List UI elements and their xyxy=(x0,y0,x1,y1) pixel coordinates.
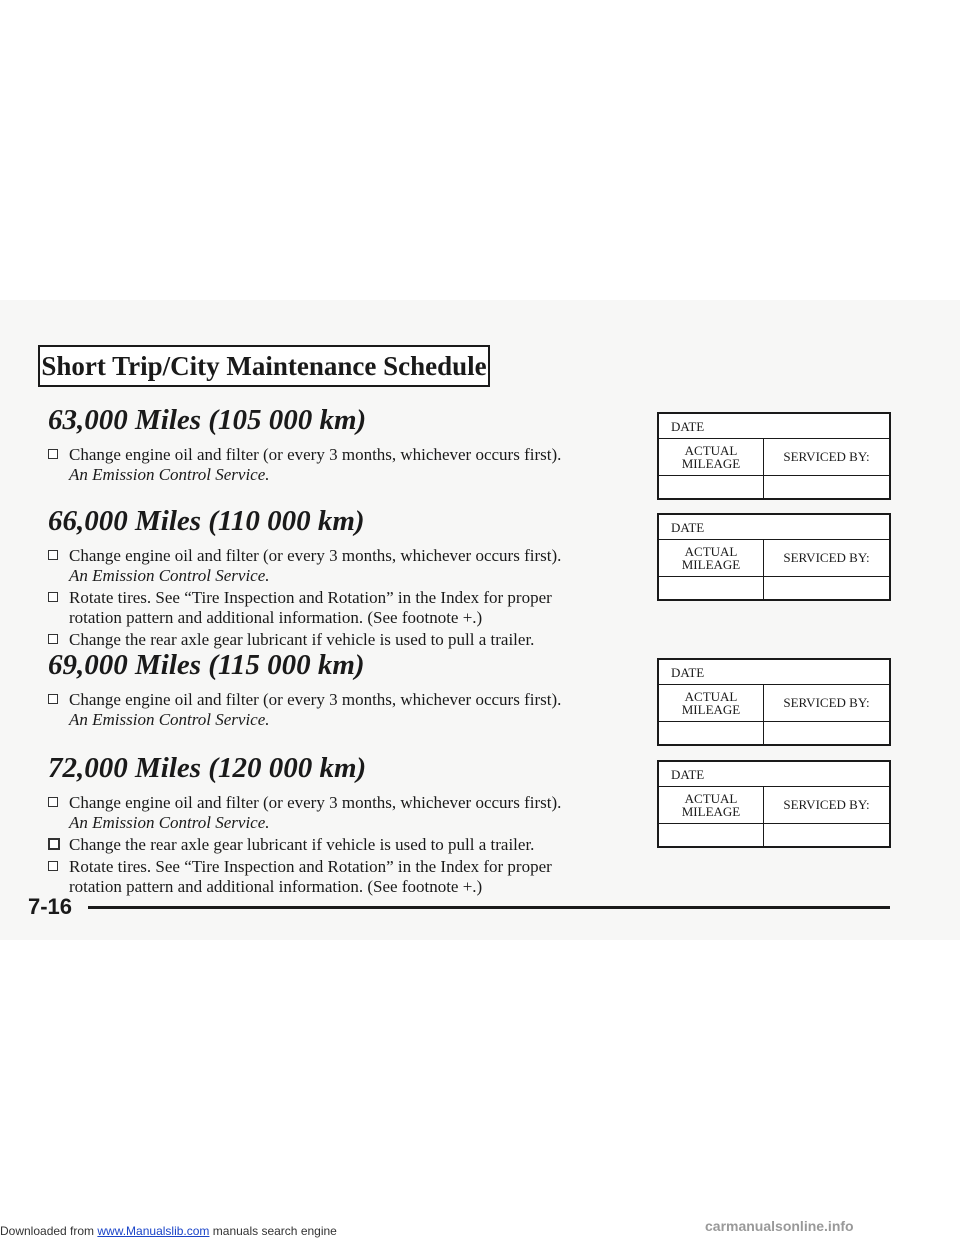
serviced-by-field[interactable] xyxy=(764,722,889,744)
schedule-item: Change the rear axle gear lubricant if vehicle is used to pull a trailer. xyxy=(48,630,608,650)
serviced-by-label: SERVICED BY: xyxy=(783,695,870,710)
checkbox-icon[interactable] xyxy=(48,694,58,704)
service-record-box-72000 xyxy=(657,760,891,848)
checkbox-icon[interactable] xyxy=(48,797,58,807)
actual-mileage-field[interactable] xyxy=(659,577,764,599)
checkbox-icon[interactable] xyxy=(48,449,58,459)
actual-mileage-field[interactable] xyxy=(659,476,764,498)
actual-mileage-label: ACTUAL MILEAGE xyxy=(659,540,764,576)
checkbox-icon[interactable] xyxy=(48,861,58,871)
maintenance-section-69000 xyxy=(48,648,608,732)
checkbox-icon[interactable] xyxy=(48,838,60,850)
site-watermark: carmanualsonline.info xyxy=(705,1218,854,1234)
page-title: Short Trip/City Maintenance Schedule xyxy=(38,345,490,387)
item-note: An Emission Control Service. xyxy=(69,710,270,729)
schedule-item: Rotate tires. See “Tire Inspection and Rotation” in the Index for proper rotation pattern and additional information. (See footnote +.) xyxy=(48,588,608,628)
actual-mileage-label: ACTUAL MILEAGE xyxy=(659,439,764,475)
page-number: 7-16 xyxy=(28,894,73,919)
manualslib-link[interactable]: www.Manualslib.com xyxy=(97,1224,210,1238)
checkbox-icon[interactable] xyxy=(48,634,58,644)
actual-mileage-field[interactable] xyxy=(659,722,764,744)
actual-mileage-field[interactable] xyxy=(659,824,764,846)
serviced-by-label: SERVICED BY: xyxy=(783,449,870,464)
date-field[interactable]: DATE xyxy=(659,515,889,540)
checkbox-icon[interactable] xyxy=(48,592,58,602)
schedule-item: Change the rear axle gear lubricant if vehicle is used to pull a trailer. xyxy=(48,835,608,855)
date-field[interactable]: DATE xyxy=(659,414,889,439)
actual-mileage-label: ACTUAL MILEAGE xyxy=(659,787,764,823)
serviced-by-label: SERVICED BY: xyxy=(783,797,870,812)
maintenance-section-63000 xyxy=(48,403,608,487)
section-heading: 72,000 Miles (120 000 km) xyxy=(48,752,367,784)
schedule-item: Change engine oil and filter (or every 3 months, whichever occurs first). An Emission Control Service. xyxy=(48,793,608,833)
maintenance-section-66000 xyxy=(48,504,608,652)
schedule-item: Change engine oil and filter (or every 3 months, whichever occurs first). An Emission Control Service. xyxy=(48,546,608,586)
checkbox-icon[interactable] xyxy=(48,550,58,560)
section-heading: 66,000 Miles (110 000 km) xyxy=(48,505,365,537)
schedule-item: Rotate tires. See “Tire Inspection and Rotation” in the Index for proper rotation pattern and additional information. (See footnote +.) xyxy=(48,857,608,897)
serviced-by-field[interactable] xyxy=(764,824,889,846)
serviced-by-field[interactable] xyxy=(764,577,889,599)
actual-mileage-label: ACTUAL MILEAGE xyxy=(659,685,764,721)
maintenance-section-72000 xyxy=(48,751,608,899)
serviced-by-label: SERVICED BY: xyxy=(783,550,870,565)
item-note: An Emission Control Service. xyxy=(69,465,270,484)
footer-divider xyxy=(88,906,890,909)
date-field[interactable]: DATE xyxy=(659,762,889,787)
service-record-box-63000 xyxy=(657,412,891,500)
service-record-box-69000 xyxy=(657,658,891,746)
schedule-item: Change engine oil and filter (or every 3 months, whichever occurs first). An Emission Control Service. xyxy=(48,690,608,730)
section-heading: 63,000 Miles (105 000 km) xyxy=(48,404,367,436)
item-note: An Emission Control Service. xyxy=(69,566,270,585)
service-record-box-66000 xyxy=(657,513,891,601)
date-field[interactable]: DATE xyxy=(659,660,889,685)
serviced-by-field[interactable] xyxy=(764,476,889,498)
schedule-item: Change engine oil and filter (or every 3 months, whichever occurs first). An Emission Control Service. xyxy=(48,445,608,485)
section-heading: 69,000 Miles (115 000 km) xyxy=(48,649,365,681)
download-watermark: Downloaded from www.Manualslib.com manuals search engine xyxy=(0,1224,337,1238)
item-note: An Emission Control Service. xyxy=(69,813,270,832)
